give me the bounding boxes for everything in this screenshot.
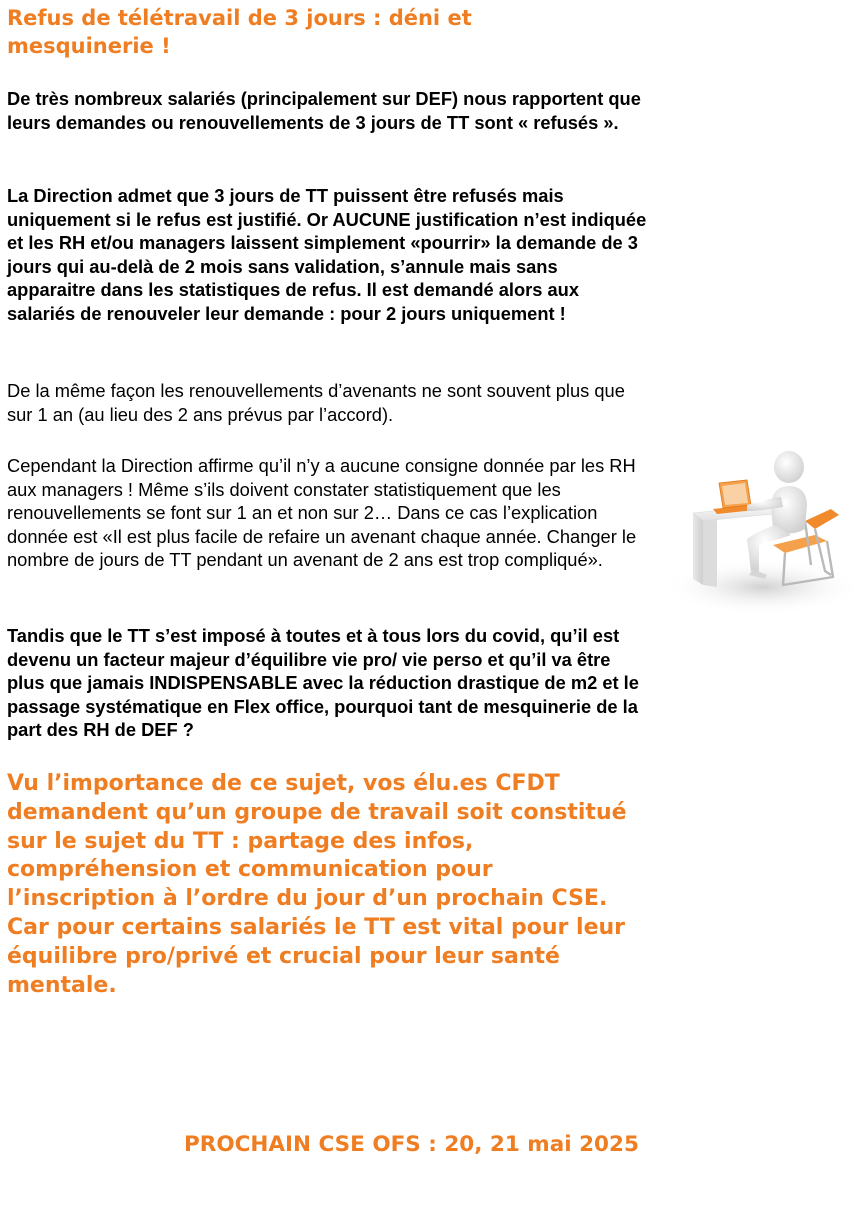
figure-at-desk-laptop-illustration (655, 425, 860, 625)
paragraph-avenants: De la même façon les renouvellements d’avenants ne sont souvent plus que sur 1 an (au lieu des 2 ans prévus par l’accord). (7, 380, 625, 425)
next-cse-date: PROCHAIN CSE OFS : 20, 21 mai 2025 (184, 1132, 639, 1157)
call-to-action-vital: Car pour certains salariés le TT est vital pour leur équilibre pro/privé et crucial pour leur santé mentale. (7, 914, 625, 998)
paragraph-direction: La Direction admet que 3 jours de TT puissent être refusés mais uniquement si le refus est justifié. Or AUCUNE justification n’est indiquée et les RH et/ou managers laissent simplement «pourrir» la demande de 3 jours qui au-delà de 2 mois sans validation, s’annule mais sans apparaitre dans les statistiques de refus. Il est demandé alors aux salariés de renouveler leur demande : pour 2 jours uniquement ! (7, 185, 647, 324)
paragraph-intro: De très nombreux salariés (principalement sur DEF) nous rapportent que leurs demandes ou renouvellements de 3 jours de TT sont « refusés ». (7, 88, 641, 133)
call-to-action-demand: Vu l’importance de ce sujet, vos élu.es CFDT demandent qu’un groupe de travail soit constitué sur le sujet du TT : partage des infos, compréhension et communication pour l’inscription à l’ordre du jour d’un prochain CSE. (7, 771, 627, 912)
call-to-action (7, 770, 647, 1000)
paragraph-consigne: Cependant la Direction affirme qu’il n’y a aucune consigne donnée par les RH aux managers ! Même s’ils doivent constater statistiquement que les renouvellements se font sur 1 an et non sur 2… Dans ce cas l’explication donnée est «Il est plus facile de refaire un avenant chaque année. Changer le nombre de jours de TT pendant un avenant de 2 ans est trop compliqué». (7, 455, 637, 570)
page-title: Refus de télétravail de 3 jours : déni et mesquinerie ! (7, 6, 472, 58)
paragraph-covid: Tandis que le TT s’est imposé à toutes et à tous lors du covid, qu’il est devenu un facteur majeur d’équilibre vie pro/ vie perso et qu’il va être plus que jamais INDISPENSABLE avec la réduction drastique de m2 et le passage systématique en Flex office, pourquoi tant de mesquinerie de la part des RH de DEF ? (7, 625, 639, 740)
